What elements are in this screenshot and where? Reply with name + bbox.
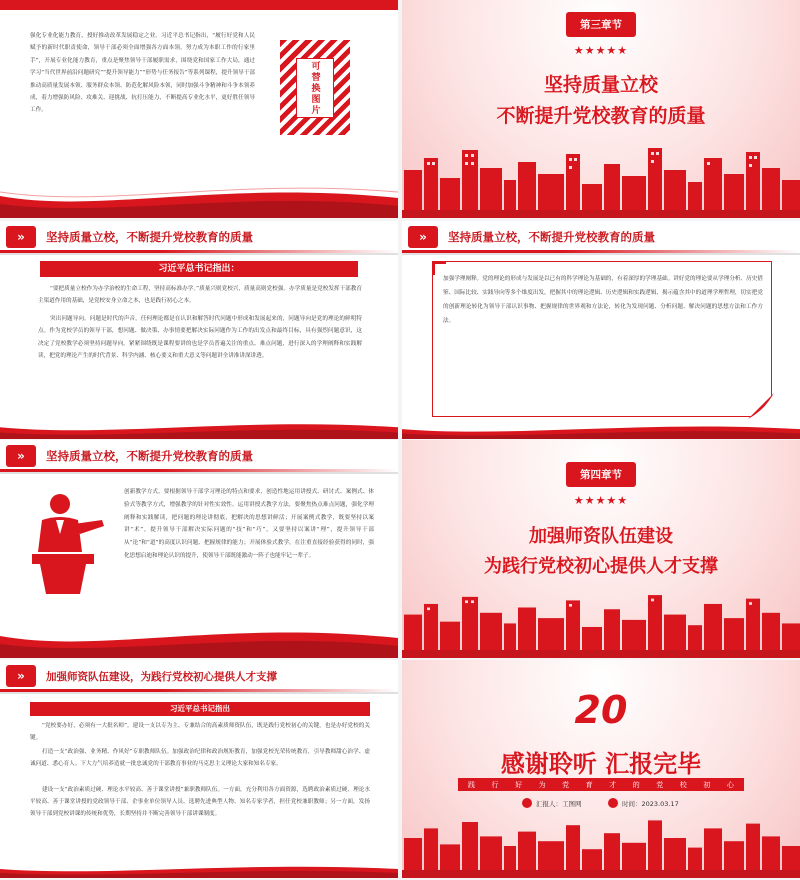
double-chevron-icon: » xyxy=(17,230,25,244)
header-stripe xyxy=(0,689,398,692)
header-title: 加强师资队伍建设，为践行党校初心提供人才支撑 xyxy=(46,670,277,683)
double-chevron-icon: » xyxy=(17,449,25,463)
teaching-methods-paragraph: 创新教学方式。要根据领导干部学习理论的特点和要求，创造性地运用讲授式、研讨式、案例式、体验式等教学方式，增强教学的针对性实效性。运用讲授式教学方法，要聚焦热点难点问题，强化学理阐释和实践解读，把问题的理论讲彻底，把解决的思想讲鲜活；开展案例式教学，既要坚持以案讲“术”，提升领导干部解决实际问题的“技”和“巧”，又要坚持以案讲“理”，提升领导干部从“论”和“道”的高度认识问题、把握规律的能力；开展体验式教学，在注重直接经验获得的同时，强化思想启迪和理论认识的提升，使领导干部既能激动一阵子也能牢记一辈子。 xyxy=(124,489,374,559)
slide-header xyxy=(402,221,800,255)
slide-teacher-team[interactable] xyxy=(0,660,398,878)
slide-header xyxy=(0,221,398,255)
chapter-badge: 第四章节 xyxy=(566,462,636,487)
reporter-info xyxy=(522,798,582,808)
slide-theoretical-explanation[interactable] xyxy=(402,221,800,439)
image-placeholder[interactable] xyxy=(280,40,350,135)
image-placeholder-label: 可替换图片 xyxy=(309,60,320,116)
problem-oriented-paragraph: 突出问题导向。问题是时代的声音，任何理论都是在认识和解答时代问题中形成和发展起来的，问题导向是党的理论的鲜明特点。作为党校学员的领导干部，想问题、做决策、办事情要把解决实际问题作为工作的出发点和最终目标，具有强烈问题意识，这决定了党校教学必须坚持问题导向。紧紧围绕既是课程要讲的也是学员普遍关注的重点、难点问题，进行深入的学理阐释和实践解读，把党的理论产生的时代背景、科学内涵、核心要义和重大意义等问题讲全讲准讲深讲透。 xyxy=(38,316,362,360)
header-tab xyxy=(6,226,36,248)
slogan-char: 党 xyxy=(656,780,664,789)
city-skyline-icon xyxy=(402,588,800,650)
red-wave-decoration xyxy=(0,178,398,218)
header-stripe xyxy=(0,250,398,253)
clock-icon xyxy=(608,798,618,808)
city-skyline-icon xyxy=(402,814,800,870)
header-title: 坚持质量立校，不断提升党校教育的质量 xyxy=(46,449,253,463)
header-stripe xyxy=(0,469,398,472)
speaker-at-podium-icon xyxy=(30,490,110,598)
header-tab xyxy=(6,665,36,687)
slogan-char: 践 xyxy=(468,780,475,789)
slide-header xyxy=(0,660,398,694)
slogan-bar xyxy=(458,778,744,791)
red-wave-decoration xyxy=(0,858,398,878)
slogan-char: 育 xyxy=(585,780,593,789)
text-card xyxy=(432,261,772,417)
slide-professional-education[interactable] xyxy=(0,0,398,218)
city-skyline-icon xyxy=(402,140,800,210)
red-wave-decoration xyxy=(402,417,800,439)
reporter-label: 汇报人：工图网 xyxy=(536,799,582,808)
red-wave-decoration xyxy=(0,413,398,439)
slogan-char: 行 xyxy=(491,780,499,789)
quote-box-title: 习近平总书记指出 xyxy=(30,702,370,716)
header-title: 坚持质量立校，不断提升党校教育的质量 xyxy=(46,230,253,244)
full-time-teacher-paragraph: 打造一支“政治强、业务精、作风好”专职教师队伍。加强政治纪律和政治规矩教育，加强党校光荣传统教育，引导教师甜心治学、虚诚问道、悉心育人。下大力气培养造就一批忠诚党的干部教育事业的马克思主义理论大家和知名专家。 xyxy=(30,749,370,767)
city-base xyxy=(402,650,800,658)
chapter-title-line1: 加强师资队伍建设 xyxy=(529,526,673,547)
double-chevron-icon: » xyxy=(419,230,427,244)
slide-quality-problem-oriented[interactable] xyxy=(0,221,398,439)
top-band xyxy=(0,0,398,10)
part-time-teacher-paragraph: 建设一支“政治素质过硬、理论水平较高、善于课堂讲授”兼职教师队伍。一方面，充分利用各方面资源，选聘政治素质过硬、理论水平较高、善于课堂讲授的党政领导干部、企事业单位领导人员、选聘先进典型人物、知名专家学者，担任党校兼职教师；另一方面，发扬领导干部到党校讲课的传统和优势，长期坚持并不断完善领导干部讲课制度。 xyxy=(30,787,370,817)
slide-chapter-three[interactable] xyxy=(402,0,800,218)
city-base xyxy=(402,210,800,218)
slogan-char: 的 xyxy=(632,780,640,789)
stars-icon: ★★★★★ xyxy=(573,494,629,507)
chapter-title-line1: 坚持质量立校 xyxy=(543,74,658,96)
quote-text: “要把质量立校作为办学治校的生命工程，坚持高标准办学。”质量兴则党校兴，质量高则党校强。办学质量是党校发挥干部教育主渠道作用的基础，是党校安身立命之本，也是践行初心之本。 xyxy=(38,286,362,305)
slogan-char: 才 xyxy=(609,780,617,789)
slogan-char: 党 xyxy=(562,780,570,789)
professional-education-paragraph: 强化专业化能力教育，授好推动改革发展稳定之业。习近平总书记指出，“履行好党和人民赋予的新时代职责使命，领导干部必须全面增强各方面本领，努力成为本职工作的行家里手”，开展专业化能力教育，重点是聚焦领导干部履职需求，围绕党和国家工作大局，通过学习“当代世界前沿问题研究”“提升领导能力”“形势与任务报告”等系列课程，提升领导干部推动高质量发展本领、服务群众本领、防范化解风险本领，同时加强斗争精神和斗争本领养成，着力增强防风险、攻难关、迎挑战、抗打压能力，不断提高专业化水平，更好胜任领导工作。 xyxy=(30,33,255,114)
page-fold-icon xyxy=(748,393,774,419)
red-wave-decoration xyxy=(0,618,398,658)
quote-box-title: 习近平总书记指出： xyxy=(40,261,358,277)
chapter-title-line2: 不断提升党校教育的质量 xyxy=(496,105,706,127)
quote-text: “党校要办好，必须有一大批名师”。建设一支以专为主、专兼结合的高素质师资队伍，既是践行党校初心的关键，也是办好党校的关键。 xyxy=(30,723,370,741)
slogan-char: 初 xyxy=(703,780,711,789)
time-info xyxy=(608,798,679,808)
chapter-badge: 第三章节 xyxy=(566,12,636,37)
closing-title: 感谢聆听 汇报完毕 xyxy=(500,750,702,778)
chapter-title-line2: 为践行党校初心提供人才支撑 xyxy=(484,556,718,577)
user-icon xyxy=(522,798,532,808)
header-tab xyxy=(6,445,36,467)
closing-number: 20 xyxy=(574,688,628,732)
header-stripe xyxy=(402,250,800,253)
city-base xyxy=(402,870,800,878)
slogan-char: 校 xyxy=(679,780,687,789)
stars-icon: ★★★★★ xyxy=(573,44,629,57)
slide-teaching-methods[interactable] xyxy=(0,440,398,658)
double-chevron-icon: » xyxy=(17,669,25,683)
slide-closing[interactable] xyxy=(402,660,800,878)
slide-chapter-four[interactable] xyxy=(402,440,800,658)
time-label: 时间：2023.03.17 xyxy=(622,799,679,808)
slogan-char: 心 xyxy=(726,780,734,789)
header-title: 坚持质量立校，不断提升党校教育的质量 xyxy=(448,230,655,244)
slogan-char: 为 xyxy=(538,780,546,789)
theoretical-explanation-paragraph: 加强学理阐释。党的理论的形成与发展是以已有的科学理论为基础的，有着深厚的学理基础。讲好党的理论要从学理分析、历史借鉴、国际比较、实践导向等多个维度出发，把握其中的理论逻辑、历史逻辑和实践逻辑，揭示蕴含其中的道理学理哲理，切实把党的创新理论转化为领导干部认识事物、把握规律的世界观和方法论，转化为发现问题、分析问题、解决问题的思想方法和工作方法。 xyxy=(443,276,763,324)
slogan-char: 好 xyxy=(515,780,523,789)
header-tab xyxy=(408,226,438,248)
slide-header xyxy=(0,440,398,474)
